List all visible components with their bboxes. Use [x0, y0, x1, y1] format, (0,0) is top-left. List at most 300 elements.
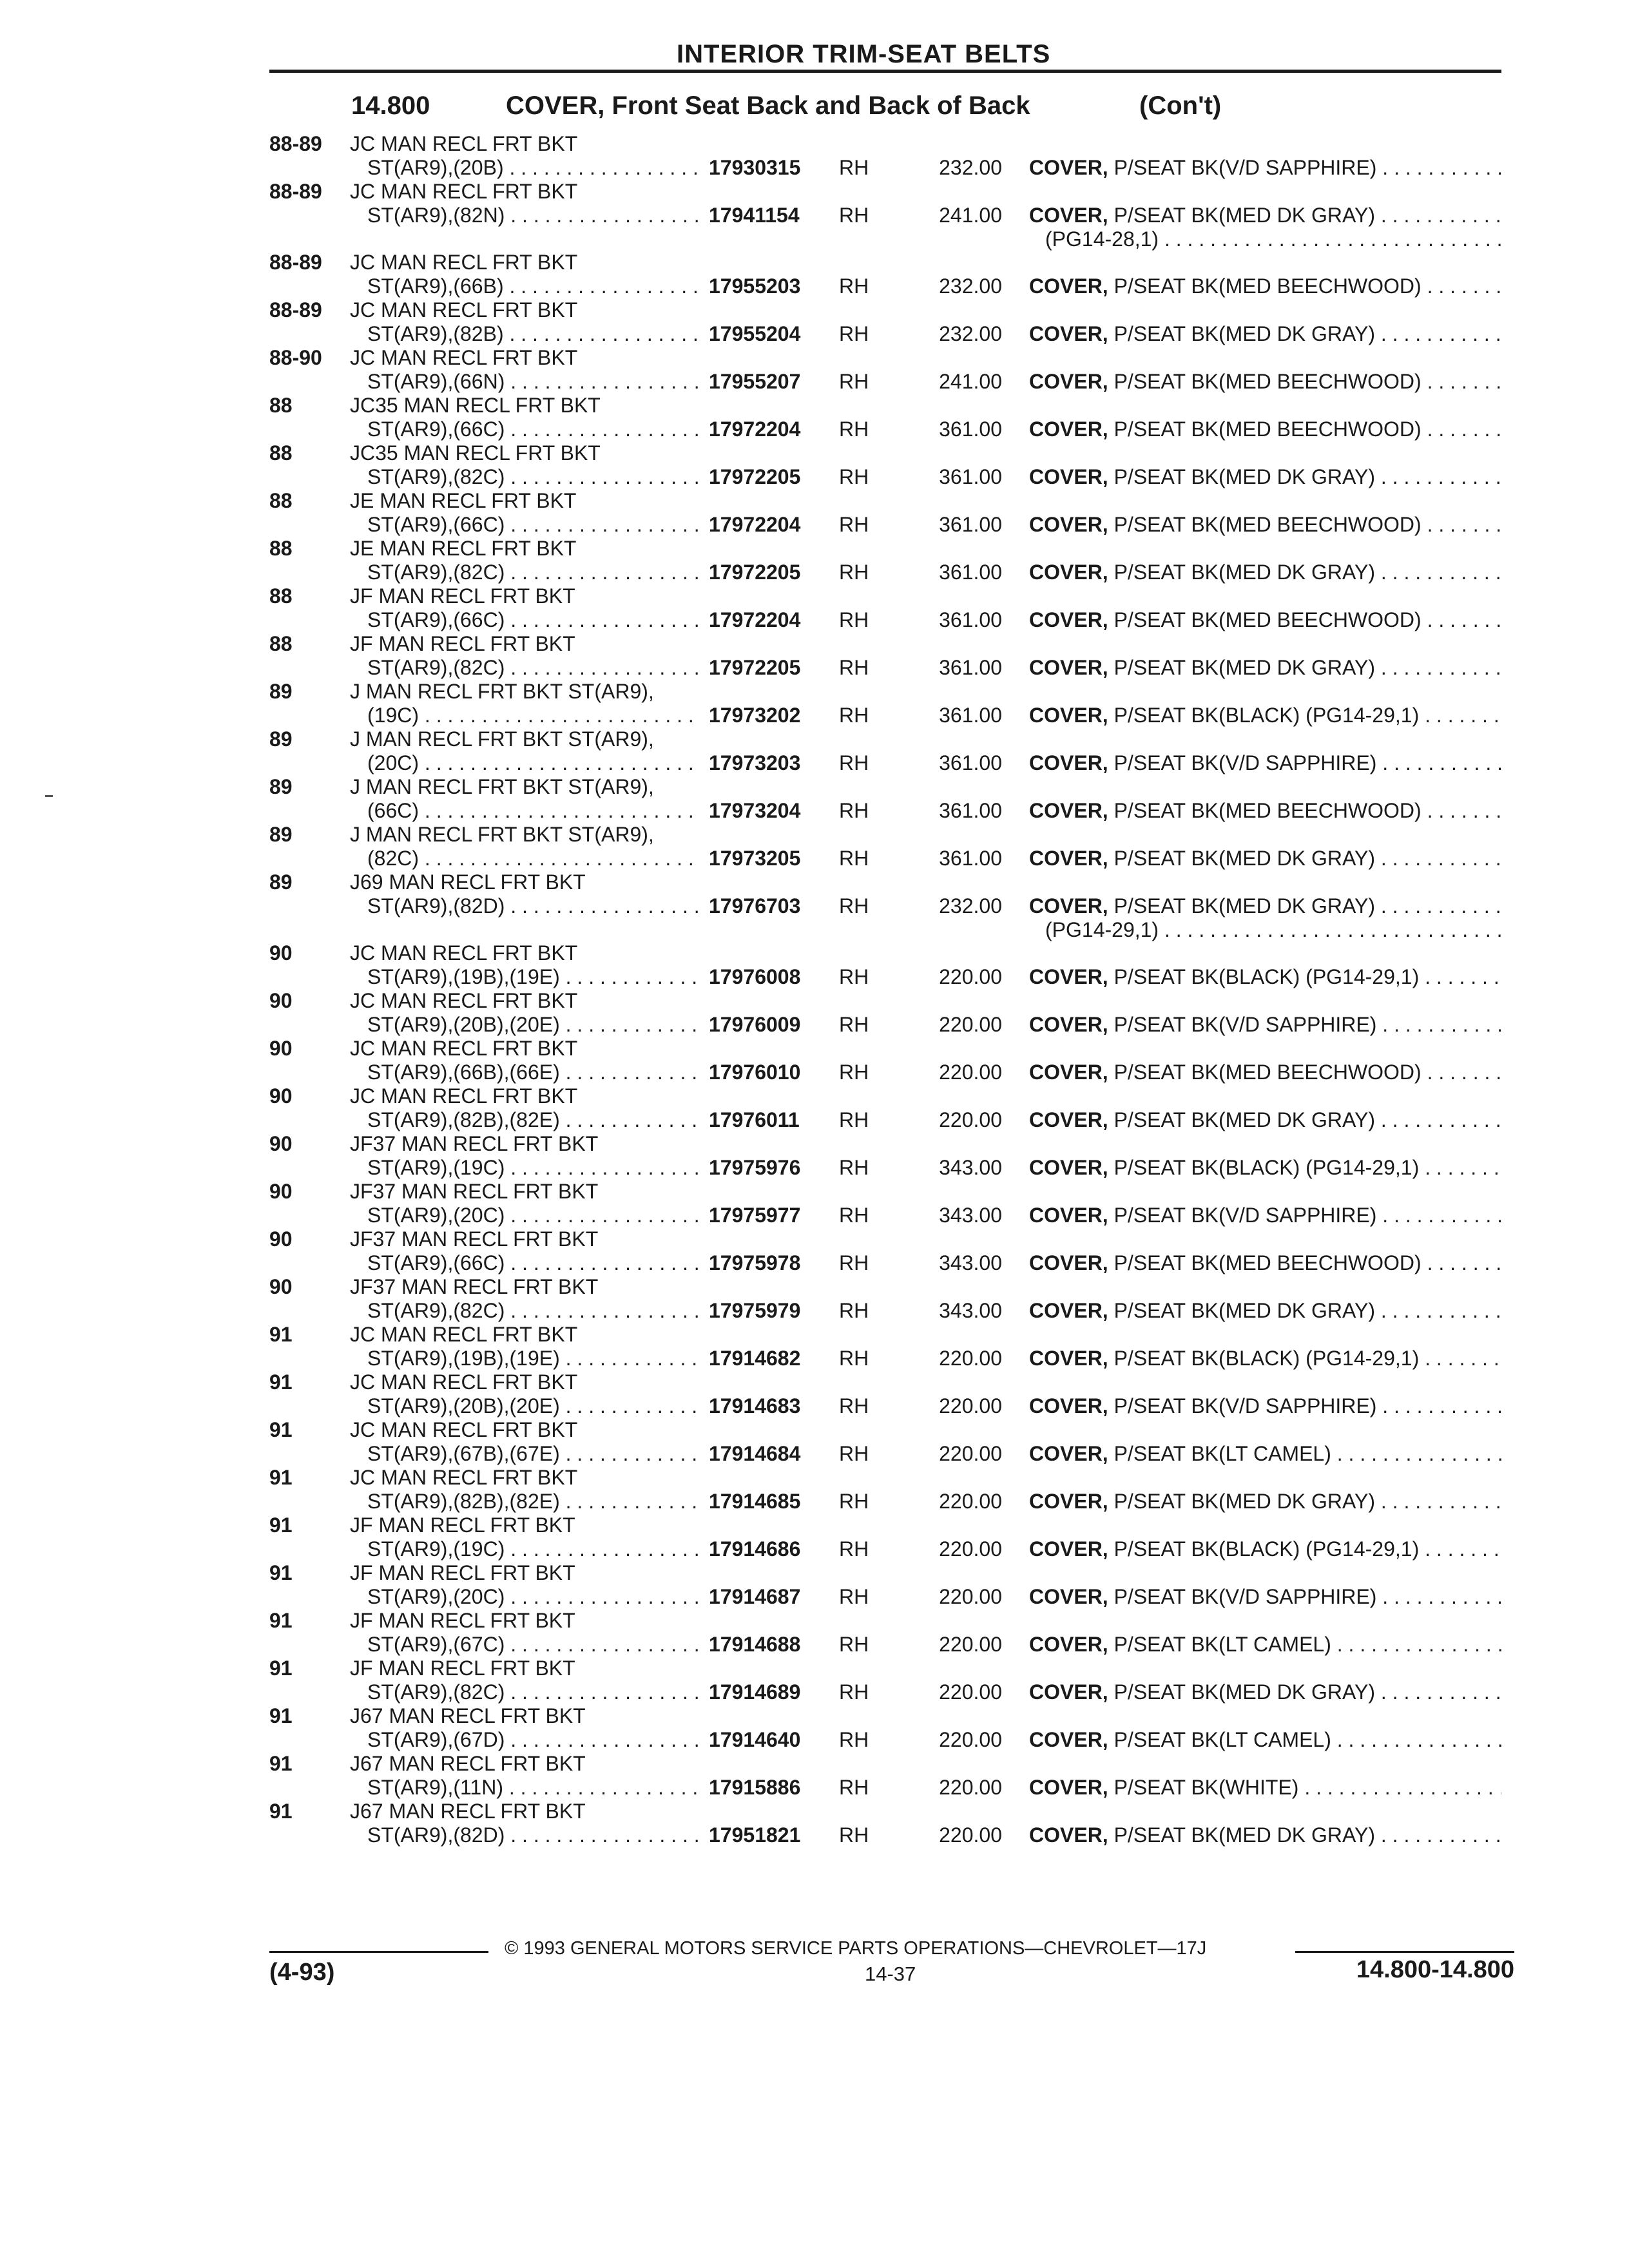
- price: 220.00: [939, 1537, 1002, 1561]
- model-year: 89: [269, 775, 293, 798]
- part-description: [1029, 561, 1501, 584]
- model-description: JF MAN RECL FRT BKT: [350, 1561, 575, 1584]
- parts-list-row: [0, 941, 1629, 989]
- price: 361.00: [939, 704, 1002, 727]
- price: 343.00: [939, 1156, 1002, 1179]
- model-year: 91: [269, 1752, 293, 1775]
- model-year: 90: [269, 989, 293, 1012]
- model-description: J67 MAN RECL FRT BKT: [350, 1752, 586, 1775]
- part-detail: P/SEAT BK(MED DK GRAY): [1108, 1490, 1375, 1513]
- part-description: [1029, 322, 1501, 346]
- part-name: COVER,: [1029, 156, 1108, 179]
- model-year: 88-89: [269, 298, 322, 322]
- price: 220.00: [939, 1013, 1002, 1036]
- side-code: RH: [839, 204, 869, 227]
- part-number: 17914682: [709, 1347, 801, 1370]
- model-option-codes: ST(AR9),(11N) . . .: [367, 1776, 699, 1800]
- model-year: 88-89: [269, 180, 322, 203]
- part-name: COVER,: [1029, 1251, 1108, 1274]
- model-year: 90: [269, 1227, 293, 1251]
- model-year: 91: [269, 1704, 293, 1727]
- part-detail: P/SEAT BK(BLACK) (PG14-29,1): [1108, 1156, 1420, 1179]
- model-year: 88-89: [269, 251, 322, 274]
- price: 220.00: [939, 1394, 1002, 1418]
- parts-list-row: [0, 775, 1629, 823]
- side-code: RH: [839, 513, 869, 536]
- part-name: COVER,: [1029, 418, 1108, 441]
- price: 220.00: [939, 1823, 1002, 1847]
- part-detail: P/SEAT BK(MED BEECHWOOD): [1108, 1061, 1422, 1084]
- model-year: 89: [269, 680, 293, 703]
- part-detail: P/SEAT BK(BLACK) (PG14-29,1): [1108, 704, 1420, 727]
- price: 361.00: [939, 751, 1002, 774]
- part-description: [1029, 1061, 1501, 1084]
- part-detail: P/SEAT BK(WHITE): [1108, 1776, 1299, 1799]
- model-option-codes: ST(AR9),(66C) . . .: [367, 418, 699, 441]
- parts-list-row: [0, 1037, 1629, 1084]
- model-option-codes: ST(AR9),(82N) . . .: [367, 204, 699, 227]
- part-description: [1029, 1776, 1501, 1800]
- footer-section-range: 14.800-14.800: [1356, 1956, 1514, 1983]
- part-number: 17972204: [709, 513, 801, 536]
- price: 220.00: [939, 1061, 1002, 1084]
- side-code: RH: [839, 1299, 869, 1322]
- model-option-codes: ST(AR9),(20C) . . .: [367, 1585, 699, 1609]
- price: 220.00: [939, 1680, 1002, 1704]
- part-description: [1029, 751, 1501, 775]
- part-number: 17975976: [709, 1156, 801, 1179]
- model-year: 88: [269, 489, 293, 512]
- price: 220.00: [939, 1442, 1002, 1465]
- part-description: [1029, 1394, 1501, 1418]
- price: 343.00: [939, 1204, 1002, 1227]
- part-number: 17976011: [709, 1108, 800, 1131]
- part-name: COVER,: [1029, 1728, 1108, 1751]
- part-number: 17976703: [709, 894, 801, 918]
- side-code: RH: [839, 608, 869, 631]
- part-description: [1029, 1585, 1501, 1609]
- part-description: [1029, 1633, 1501, 1657]
- price: 232.00: [939, 156, 1002, 179]
- model-option-codes: ST(AR9),(20B),(20E) . . .: [367, 1394, 699, 1418]
- side-code: RH: [839, 704, 869, 727]
- price: 361.00: [939, 561, 1002, 584]
- part-name: COVER,: [1029, 561, 1108, 584]
- model-year: 88-89: [269, 132, 322, 155]
- part-description: [1029, 704, 1501, 727]
- part-description: [1029, 1156, 1501, 1180]
- parts-list-row: [0, 1227, 1629, 1275]
- part-detail: P/SEAT BK(V/D SAPPHIRE): [1108, 1013, 1377, 1036]
- model-description: JF37 MAN RECL FRT BKT: [350, 1180, 599, 1203]
- part-detail: P/SEAT BK(BLACK) (PG14-29,1): [1108, 965, 1420, 988]
- part-detail: P/SEAT BK(LT CAMEL): [1108, 1633, 1331, 1656]
- part-detail: P/SEAT BK(MED DK GRAY): [1108, 656, 1375, 679]
- side-code: RH: [839, 656, 869, 679]
- model-year: 90: [269, 1275, 293, 1298]
- parts-list-row: [0, 1084, 1629, 1132]
- parts-list-row: [0, 346, 1629, 394]
- price: 220.00: [939, 1347, 1002, 1370]
- price: 220.00: [939, 1108, 1002, 1131]
- part-number: 17975977: [709, 1204, 801, 1227]
- part-reference: (PG14-29,1) . . .: [1045, 918, 1501, 942]
- part-number: 17973204: [709, 799, 801, 822]
- parts-list-row: [0, 489, 1629, 537]
- part-name: COVER,: [1029, 1585, 1108, 1608]
- parts-list-row: [0, 180, 1629, 251]
- part-number: 17914685: [709, 1490, 801, 1513]
- parts-list-row: [0, 251, 1629, 298]
- model-year: 88: [269, 584, 293, 608]
- model-option-codes: ST(AR9),(66C) . . .: [367, 1251, 699, 1275]
- parts-list-row: [0, 727, 1629, 775]
- parts-list-row: [0, 632, 1629, 680]
- model-year: 91: [269, 1323, 293, 1346]
- part-description: [1029, 608, 1501, 632]
- price: 241.00: [939, 204, 1002, 227]
- model-description: J67 MAN RECL FRT BKT: [350, 1800, 586, 1823]
- footer-page-number: 14-37: [865, 1963, 916, 1985]
- side-code: RH: [839, 1585, 869, 1608]
- model-description: J MAN RECL FRT BKT ST(AR9),: [350, 727, 654, 751]
- model-year: 88: [269, 394, 293, 417]
- part-detail: P/SEAT BK(MED BEECHWOOD): [1108, 370, 1422, 393]
- model-option-codes: ST(AR9),(82B),(82E) . . .: [367, 1108, 699, 1132]
- model-year: 89: [269, 823, 293, 846]
- parts-list-row: [0, 870, 1629, 941]
- part-name: COVER,: [1029, 1156, 1108, 1179]
- copyright-notice: © 1993 GENERAL MOTORS SERVICE PARTS OPERATIONS—CHEVROLET—17J: [505, 1938, 1207, 1959]
- part-detail: P/SEAT BK(V/D SAPPHIRE): [1108, 1585, 1377, 1608]
- price: 232.00: [939, 322, 1002, 345]
- model-year: 90: [269, 1180, 293, 1203]
- model-description: JC MAN RECL FRT BKT: [350, 989, 578, 1012]
- part-description: [1029, 656, 1501, 680]
- part-description: [1029, 1299, 1501, 1323]
- footer-date-code: (4-93): [269, 1959, 335, 1986]
- side-code: RH: [839, 1728, 869, 1751]
- part-detail: P/SEAT BK(MED BEECHWOOD): [1108, 799, 1422, 822]
- side-code: RH: [839, 1442, 869, 1465]
- part-number: 17930315: [709, 156, 801, 179]
- model-option-codes: ST(AR9),(19B),(19E) . . .: [367, 1347, 699, 1370]
- price: 361.00: [939, 656, 1002, 679]
- part-number: 17914686: [709, 1537, 801, 1561]
- model-description: JC MAN RECL FRT BKT: [350, 941, 578, 965]
- model-year: 88-90: [269, 346, 322, 369]
- part-name: COVER,: [1029, 274, 1108, 298]
- model-description: JC MAN RECL FRT BKT: [350, 1466, 578, 1489]
- price: 220.00: [939, 1633, 1002, 1656]
- part-description: [1029, 965, 1501, 989]
- part-detail: P/SEAT BK(MED DK GRAY): [1108, 322, 1375, 345]
- model-description: JF MAN RECL FRT BKT: [350, 632, 575, 655]
- side-code: RH: [839, 799, 869, 822]
- side-code: RH: [839, 1490, 869, 1513]
- model-year: 90: [269, 1037, 293, 1060]
- side-code: RH: [839, 894, 869, 918]
- model-year: 91: [269, 1466, 293, 1489]
- price: 343.00: [939, 1299, 1002, 1322]
- model-description: JF37 MAN RECL FRT BKT: [350, 1132, 599, 1155]
- model-option-codes: (20C) . . .: [367, 751, 699, 775]
- part-detail: P/SEAT BK(MED DK GRAY): [1108, 204, 1375, 227]
- part-name: COVER,: [1029, 513, 1108, 536]
- model-year: 90: [269, 1084, 293, 1108]
- part-name: COVER,: [1029, 322, 1108, 345]
- subsection-title: COVER, Front Seat Back and Back of Back: [506, 91, 1030, 120]
- part-number: 17914640: [709, 1728, 801, 1751]
- side-code: RH: [839, 1680, 869, 1704]
- part-number: 17972205: [709, 561, 801, 584]
- model-description: JC MAN RECL FRT BKT: [350, 132, 578, 155]
- side-code: RH: [839, 1394, 869, 1418]
- model-description: JC MAN RECL FRT BKT: [350, 180, 578, 203]
- parts-list-row: [0, 298, 1629, 346]
- part-detail: P/SEAT BK(MED DK GRAY): [1108, 1299, 1375, 1322]
- model-year: 91: [269, 1561, 293, 1584]
- model-option-codes: ST(AR9),(82B) . . .: [367, 322, 699, 346]
- parts-list-row: [0, 584, 1629, 632]
- model-option-codes: ST(AR9),(82C) . . .: [367, 1680, 699, 1704]
- price: 232.00: [939, 274, 1002, 298]
- part-number: 17975978: [709, 1251, 801, 1274]
- side-code: RH: [839, 1823, 869, 1847]
- price: 361.00: [939, 847, 1002, 870]
- model-description: J67 MAN RECL FRT BKT: [350, 1704, 586, 1727]
- part-description: [1029, 799, 1501, 823]
- part-description: [1029, 847, 1501, 870]
- model-option-codes: (66C) . . .: [367, 799, 699, 823]
- side-code: RH: [839, 1156, 869, 1179]
- part-name: COVER,: [1029, 751, 1108, 774]
- model-description: JF MAN RECL FRT BKT: [350, 1609, 575, 1632]
- model-description: JC35 MAN RECL FRT BKT: [350, 394, 601, 417]
- part-name: COVER,: [1029, 1204, 1108, 1227]
- part-name: COVER,: [1029, 1680, 1108, 1704]
- model-year: 88: [269, 537, 293, 560]
- part-name: COVER,: [1029, 465, 1108, 488]
- header-rule: [269, 70, 1501, 73]
- model-option-codes: ST(AR9),(20C) . . .: [367, 1204, 699, 1227]
- parts-list-row: [0, 537, 1629, 584]
- parts-list-row: [0, 1180, 1629, 1227]
- model-year: 91: [269, 1609, 293, 1632]
- part-reference: (PG14-28,1) . . .: [1045, 227, 1501, 251]
- parts-list-row: [0, 1800, 1629, 1847]
- part-number: 17955203: [709, 274, 801, 298]
- part-detail: P/SEAT BK(V/D SAPPHIRE): [1108, 156, 1377, 179]
- price: 343.00: [939, 1251, 1002, 1274]
- price: 361.00: [939, 465, 1002, 488]
- parts-list-row: [0, 1704, 1629, 1752]
- parts-list-row: [0, 1609, 1629, 1657]
- part-name: COVER,: [1029, 204, 1108, 227]
- part-description: [1029, 1680, 1501, 1704]
- model-option-codes: ST(AR9),(19B),(19E) . . .: [367, 965, 699, 989]
- part-detail: P/SEAT BK(MED BEECHWOOD): [1108, 513, 1422, 536]
- price: 241.00: [939, 370, 1002, 393]
- part-name: COVER,: [1029, 370, 1108, 393]
- model-option-codes: (82C) . . .: [367, 847, 699, 870]
- part-name: COVER,: [1029, 608, 1108, 631]
- side-code: RH: [839, 965, 869, 988]
- part-name: COVER,: [1029, 799, 1108, 822]
- part-name: COVER,: [1029, 1347, 1108, 1370]
- part-description: [1029, 274, 1501, 298]
- model-description: JE MAN RECL FRT BKT: [350, 489, 577, 512]
- part-name: COVER,: [1029, 1013, 1108, 1036]
- part-description: [1029, 418, 1501, 441]
- part-description: [1029, 465, 1501, 489]
- model-option-codes: ST(AR9),(82B),(82E) . . .: [367, 1490, 699, 1514]
- part-detail: P/SEAT BK(BLACK) (PG14-29,1): [1108, 1537, 1420, 1561]
- side-code: RH: [839, 1204, 869, 1227]
- model-year: 91: [269, 1514, 293, 1537]
- parts-list-row: [0, 441, 1629, 489]
- part-number: 17973203: [709, 751, 801, 774]
- part-name: COVER,: [1029, 1490, 1108, 1513]
- part-name: COVER,: [1029, 1537, 1108, 1561]
- footer-rule-left: [269, 1951, 488, 1953]
- part-description: [1029, 1537, 1501, 1561]
- model-option-codes: ST(AR9),(66B) . . .: [367, 274, 699, 298]
- side-code: RH: [839, 1776, 869, 1799]
- part-description: [1029, 894, 1501, 918]
- model-description: JF37 MAN RECL FRT BKT: [350, 1275, 599, 1298]
- model-option-codes: ST(AR9),(82C) . . .: [367, 1299, 699, 1323]
- part-number: 17973205: [709, 847, 801, 870]
- part-name: COVER,: [1029, 847, 1108, 870]
- part-detail: P/SEAT BK(MED DK GRAY): [1108, 561, 1375, 584]
- part-detail: P/SEAT BK(V/D SAPPHIRE): [1108, 751, 1377, 774]
- model-year: 91: [269, 1800, 293, 1823]
- part-name: COVER,: [1029, 656, 1108, 679]
- part-detail: P/SEAT BK(MED DK GRAY): [1108, 1823, 1375, 1847]
- model-option-codes: ST(AR9),(82C) . . .: [367, 656, 699, 680]
- parts-list-row: [0, 1323, 1629, 1370]
- part-number: 17914683: [709, 1394, 801, 1418]
- side-code: RH: [839, 1633, 869, 1656]
- model-year: 89: [269, 727, 293, 751]
- parts-list-row: [0, 680, 1629, 727]
- part-detail: P/SEAT BK(MED BEECHWOOD): [1108, 418, 1422, 441]
- side-code: RH: [839, 274, 869, 298]
- continued-label: (Con't): [1139, 91, 1222, 120]
- side-code: RH: [839, 847, 869, 870]
- part-number: 17972205: [709, 656, 801, 679]
- parts-list-row: [0, 1275, 1629, 1323]
- part-number: 17941154: [709, 204, 800, 227]
- part-detail: P/SEAT BK(MED BEECHWOOD): [1108, 1251, 1422, 1274]
- model-option-codes: ST(AR9),(82D) . . .: [367, 894, 699, 918]
- model-year: 89: [269, 870, 293, 894]
- side-code: RH: [839, 1347, 869, 1370]
- part-name: COVER,: [1029, 1442, 1108, 1465]
- part-description: [1029, 1442, 1501, 1466]
- price: 220.00: [939, 1728, 1002, 1751]
- part-name: COVER,: [1029, 1299, 1108, 1322]
- part-detail: P/SEAT BK(LT CAMEL): [1108, 1728, 1331, 1751]
- model-description: JF MAN RECL FRT BKT: [350, 1514, 575, 1537]
- model-option-codes: ST(AR9),(66N) . . .: [367, 370, 699, 394]
- model-description: JF MAN RECL FRT BKT: [350, 584, 575, 608]
- side-code: RH: [839, 1061, 869, 1084]
- part-detail: P/SEAT BK(V/D SAPPHIRE): [1108, 1204, 1377, 1227]
- model-description: J MAN RECL FRT BKT ST(AR9),: [350, 680, 654, 703]
- model-option-codes: ST(AR9),(82C) . . .: [367, 561, 699, 584]
- part-detail: P/SEAT BK(MED DK GRAY): [1108, 1108, 1375, 1131]
- model-description: J MAN RECL FRT BKT ST(AR9),: [350, 823, 654, 846]
- part-detail: P/SEAT BK(V/D SAPPHIRE): [1108, 1394, 1377, 1418]
- part-name: COVER,: [1029, 1108, 1108, 1131]
- model-description: JC MAN RECL FRT BKT: [350, 1084, 578, 1108]
- model-description: JF37 MAN RECL FRT BKT: [350, 1227, 599, 1251]
- price: 220.00: [939, 1490, 1002, 1513]
- parts-list-row: [0, 1752, 1629, 1800]
- part-number: 17914684: [709, 1442, 801, 1465]
- part-description: [1029, 1013, 1501, 1037]
- parts-list-row: [0, 1132, 1629, 1180]
- side-code: RH: [839, 1013, 869, 1036]
- part-name: COVER,: [1029, 965, 1108, 988]
- part-detail: P/SEAT BK(MED BEECHWOOD): [1108, 608, 1422, 631]
- model-description: JF MAN RECL FRT BKT: [350, 1657, 575, 1680]
- part-detail: P/SEAT BK(BLACK) (PG14-29,1): [1108, 1347, 1420, 1370]
- model-description: JC MAN RECL FRT BKT: [350, 1323, 578, 1346]
- parts-list-row: [0, 823, 1629, 870]
- section-title: INTERIOR TRIM-SEAT BELTS: [677, 40, 1051, 68]
- part-number: 17976009: [709, 1013, 801, 1036]
- model-year: 91: [269, 1657, 293, 1680]
- part-description: [1029, 1204, 1501, 1227]
- price: 220.00: [939, 1585, 1002, 1608]
- part-description: [1029, 370, 1501, 394]
- side-code: RH: [839, 751, 869, 774]
- part-name: COVER,: [1029, 1776, 1108, 1799]
- part-description: [1029, 513, 1501, 537]
- model-year: 91: [269, 1370, 293, 1394]
- part-number: 17973202: [709, 704, 801, 727]
- footer-rule-right: [1295, 1951, 1514, 1953]
- side-code: RH: [839, 1537, 869, 1561]
- side-code: RH: [839, 322, 869, 345]
- model-description: JC MAN RECL FRT BKT: [350, 346, 578, 369]
- parts-list-row: [0, 1466, 1629, 1514]
- part-detail: P/SEAT BK(MED DK GRAY): [1108, 847, 1375, 870]
- model-option-codes: ST(AR9),(67B),(67E) . . .: [367, 1442, 699, 1466]
- part-number: 17914688: [709, 1633, 801, 1656]
- side-code: RH: [839, 1108, 869, 1131]
- model-year: 90: [269, 1132, 293, 1155]
- part-name: COVER,: [1029, 704, 1108, 727]
- part-detail: P/SEAT BK(MED BEECHWOOD): [1108, 274, 1422, 298]
- part-description: [1029, 1728, 1501, 1752]
- side-code: RH: [839, 561, 869, 584]
- part-name: COVER,: [1029, 1061, 1108, 1084]
- part-description: [1029, 156, 1501, 180]
- model-description: JC35 MAN RECL FRT BKT: [350, 441, 601, 465]
- model-description: JC MAN RECL FRT BKT: [350, 1418, 578, 1441]
- model-description: JC MAN RECL FRT BKT: [350, 251, 578, 274]
- model-option-codes: ST(AR9),(66C) . . .: [367, 513, 699, 537]
- part-description: [1029, 1108, 1501, 1132]
- model-option-codes: ST(AR9),(67C) . . .: [367, 1633, 699, 1657]
- part-description: [1029, 204, 1501, 227]
- model-option-codes: ST(AR9),(19C) . . .: [367, 1537, 699, 1561]
- model-year: 90: [269, 941, 293, 965]
